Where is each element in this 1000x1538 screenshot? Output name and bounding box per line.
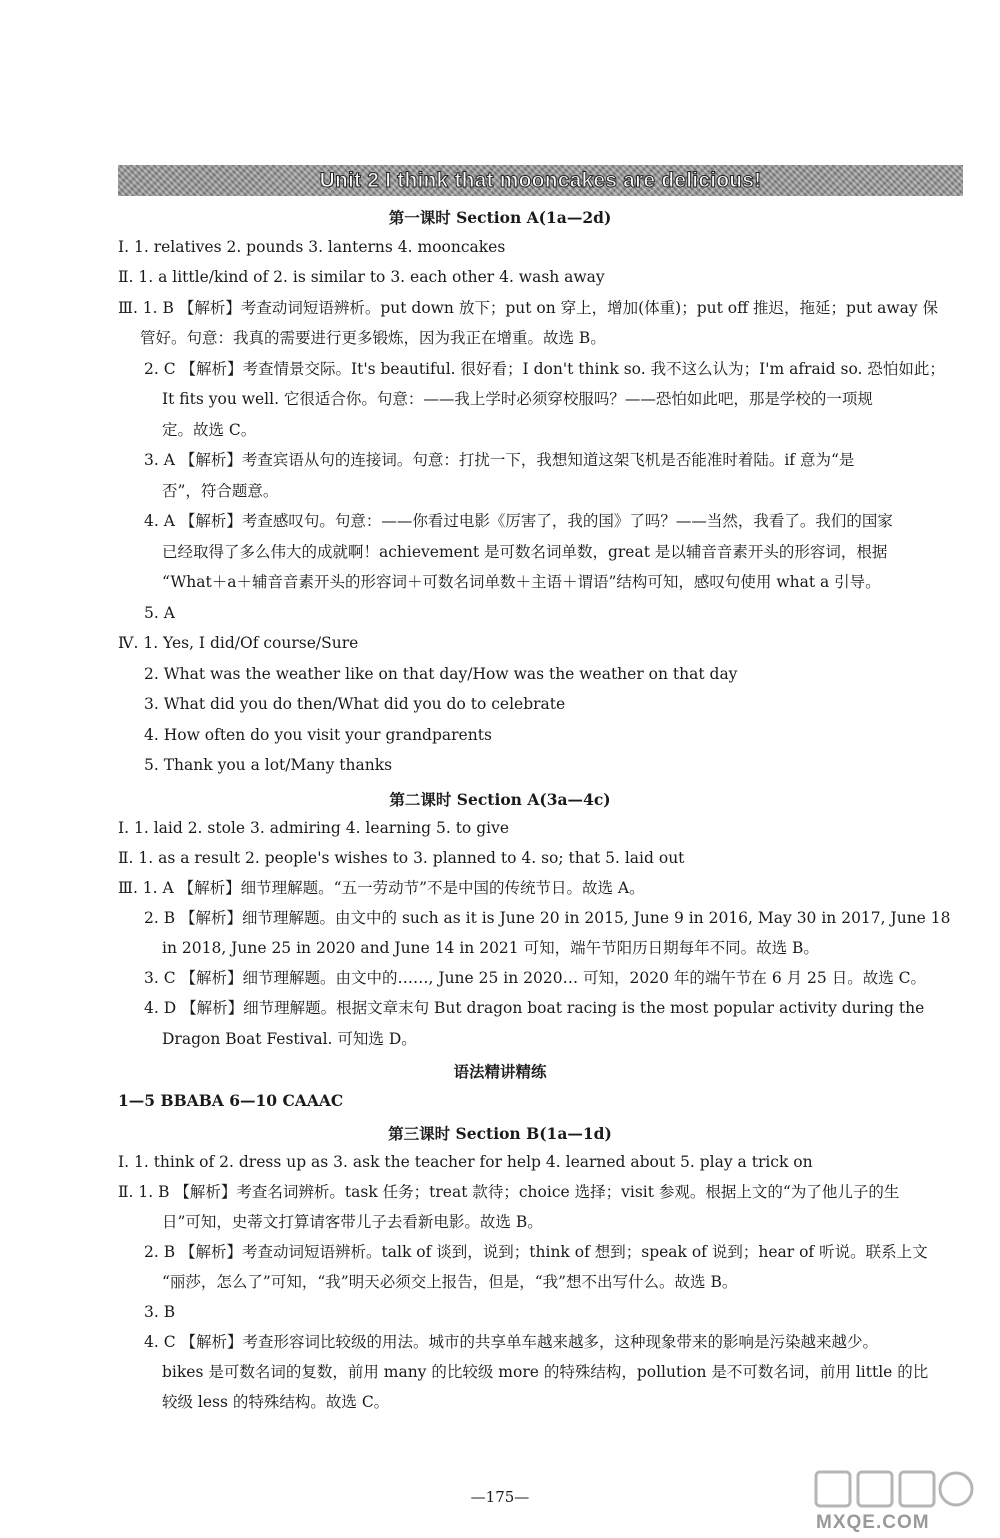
answer-line: 日”可知，史蒂文打算请客带儿子去看新电影。故选 B。	[162, 1213, 543, 1231]
answer-line: Ⅰ. 1. think of 2. dress up as 3. ask the teacher for help 4. learned about 5. play a trick on	[118, 1153, 813, 1171]
section-heading-2: 第二课时 Section A(3a—4c)	[389, 790, 611, 809]
answer-line: 4. How often do you visit your grandparents	[144, 726, 492, 744]
answer-line: Dragon Boat Festival. 可知选 D。	[162, 1030, 417, 1048]
answer-line: Ⅱ. 1. B 【解析】考查名词辨析。task 任务；treat 款待；choice 选择；visit 参观。根据上文的“为了他儿子的生	[118, 1183, 900, 1201]
answer-line: Ⅲ. 1. B 【解析】考查动词短语辨析。put down 放下；put on 穿上，增加(体重)；put off 推迟，拖延；put away 保	[118, 299, 939, 317]
page-number: —175—	[470, 1488, 530, 1506]
answer-line: 否”，符合题意。	[162, 482, 279, 500]
answer-line: 5. Thank you a lot/Many thanks	[144, 756, 393, 774]
unit-title: Unit 2 I think that mooncakes are delicious!	[319, 168, 762, 192]
answer-line: 2. C 【解析】考查情景交际。It's beautiful. 很好看；I don't think so. 我不这么认为；I'm afraid so. 恐怕如此；	[144, 360, 945, 378]
section-heading-1: 第一课时 Section A(1a—2d)	[388, 208, 612, 227]
answer-line: 3. B	[144, 1303, 176, 1321]
answer-line: 3. A 【解析】考查宾语从句的连接词。句意：打扰一下，我想知道这架飞机是否能准时着陆。if 意为“是	[144, 451, 855, 469]
answer-line: Ⅱ. 1. as a result 2. people's wishes to 3. planned to 4. so; that 5. laid out	[118, 849, 685, 867]
answer-line: 较级 less 的特殊结构。故选 C。	[162, 1393, 390, 1411]
answer-line: 4. A 【解析】考查感叹句。句意：——你看过电影《厉害了，我的国》了吗？——当然，我看了。我们的国家	[144, 512, 893, 530]
answer-line: 2. B 【解析】考查动词短语辨析。talk of 谈到，说到；think of 想到；speak of 说到；hear of 听说。联系上文	[144, 1243, 928, 1261]
answer-line: 定。故选 C。	[162, 421, 257, 439]
answer-line: Ⅱ. 1. a little/kind of 2. is similar to 3. each other 4. wash away	[118, 268, 605, 286]
answer-line: 2. What was the weather like on that day/How was the weather on that day	[144, 665, 738, 683]
answer-line: 已经取得了多么伟大的成就啊！achievement 是可数名词单数，great 是以辅音音素开头的形容词，根据	[162, 543, 888, 561]
answer-line: Ⅰ. 1. laid 2. stole 3. admiring 4. learning 5. to give	[118, 819, 509, 837]
answer-line: 3. C 【解析】细节理解题。由文中的……, June 25 in 2020… 可知，2020 年的端午节在 6 月 25 日。故选 C。	[144, 969, 926, 987]
answer-line: 5. A	[144, 604, 175, 622]
answer-line: 4. D 【解析】细节理解题。根据文章末句 But dragon boat racing is the most popular activity during the	[144, 999, 925, 1017]
answer-line: Ⅰ. 1. relatives 2. pounds 3. lanterns 4. mooncakes	[118, 238, 506, 256]
answer-line: 2. B 【解析】细节理解题。由文中的 such as it is June 20 in 2015, June 9 in 2016, May 30 in 2017, June 18	[144, 909, 951, 927]
answer-line: Ⅲ. 1. A 【解析】细节理解题。“五一劳动节”不是中国的传统节日。故选 A。	[118, 879, 645, 897]
answer-line: bikes 是可数名词的复数，前用 many 的比较级 more 的特殊结构，pollution 是不可数名词，前用 little 的比	[162, 1363, 929, 1381]
unit-title-banner	[118, 165, 963, 196]
grammar-heading: 语法精讲精练	[453, 1062, 547, 1081]
answer-line: It fits you well. 它很适合你。句意：——我上学时必须穿校服吗？——恐怕如此吧，那是学校的一项规	[162, 390, 873, 408]
answer-line: “What＋a＋辅音音素开头的形容词＋可数名词单数＋主语＋谓语”结构可知，感叹句使用 what a 引导。	[162, 573, 881, 591]
answer-line: 管好。句意：我真的需要进行更多锻炼，因为我正在增重。故选 B。	[140, 329, 606, 347]
grammar-answers: 1—5 BBABA 6—10 CAAAC	[118, 1091, 344, 1110]
section-heading-3: 第三课时 Section B(1a—1d)	[388, 1124, 612, 1143]
answer-line: 3. What did you do then/What did you do to celebrate	[144, 695, 566, 713]
answer-line: in 2018, June 25 in 2020 and June 14 in 2021 可知，端午节阳历日期每年不同。故选 B。	[162, 939, 819, 957]
watermark-text: MXQE.COM	[816, 1512, 930, 1533]
answer-line: “丽莎，怎么了”可知，“我”明天必须交上报告，但是，“我”想不出写什么。故选 B。	[162, 1273, 738, 1291]
answer-line: Ⅳ. 1. Yes, I did/Of course/Sure	[118, 634, 359, 652]
answer-line: 4. C 【解析】考查形容词比较级的用法。城市的共享单车越来越多，这种现象带来的影响是污染越来越少。	[144, 1333, 879, 1351]
